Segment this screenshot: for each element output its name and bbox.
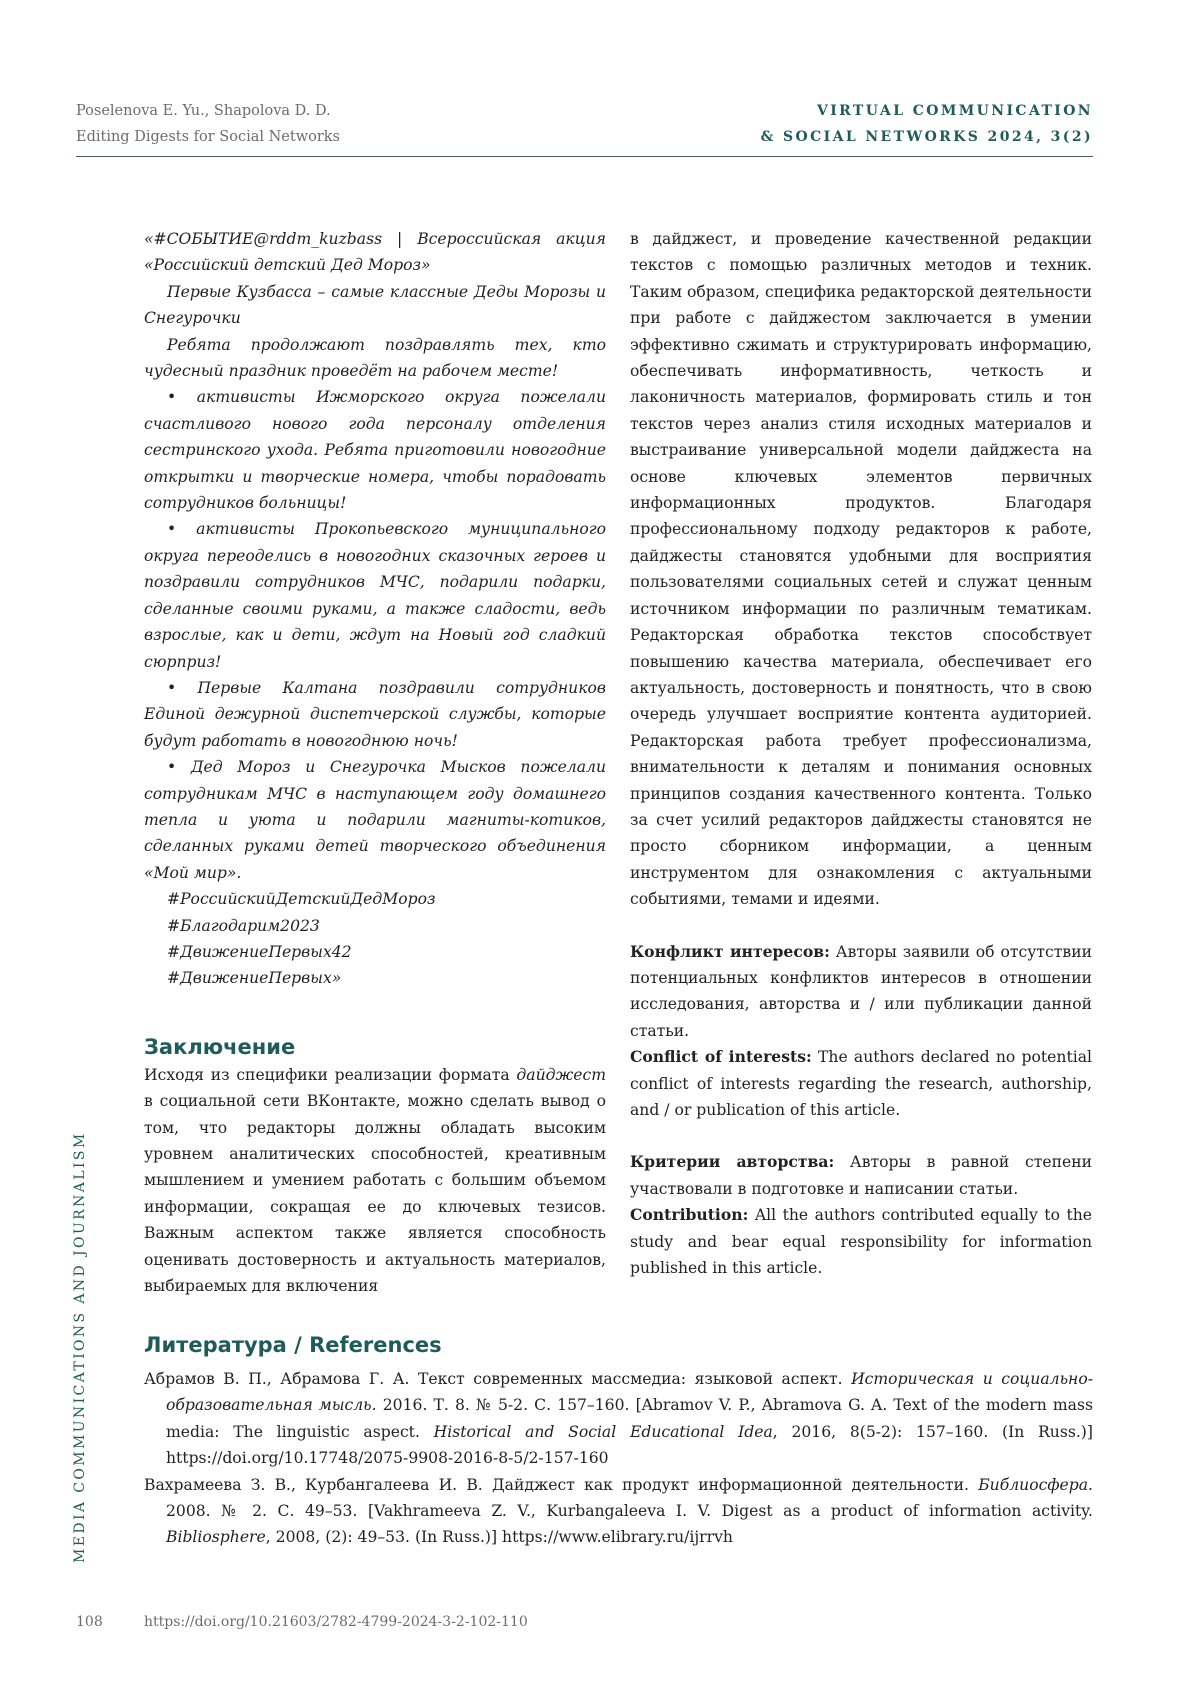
- journal-name-line2: & SOCIAL NETWORKS 2024, 3(2): [760, 129, 1093, 145]
- running-header: [76, 98, 1093, 158]
- quote-intro: «#СОБЫТИЕ@rddm_kuzbass | Всероссийская акция «Российский детский Дед Мороз»: [144, 230, 606, 275]
- ref-text: , 2016, 8(5-2): 157–160. (In Russ.)] https://doi.org/10.17748/2075-9908-2016-8-5/2-157-160: [166, 1422, 1093, 1468]
- contribution-en: [630, 1202, 1092, 1281]
- reference-item: [144, 1366, 1093, 1472]
- conflict-ru-label: Конфликт интересов:: [630, 941, 830, 961]
- reference-item: [144, 1472, 1093, 1551]
- conclusion-text: в социальной сети ВКонтакте, можно сделать вывод о том, что редакторы должны обладать высоким уровнем аналитических способностей, креативным мышлением и умением работать с большим объемом информации, сокращая ее до ключевых тезисов. Важным аспектом также является способность оценивать достоверность и актуальность материалов, выбираемых для включения: [144, 1092, 606, 1296]
- contribution-en-label: Contribution:: [630, 1205, 749, 1225]
- quote-paragraph: Первые Кузбасса – самые классные Деды Морозы и Снегурочки: [144, 282, 606, 328]
- header-authors: Poselenova E. Yu., Shapolova D. D.: [76, 103, 331, 119]
- conclusion-continued: в дайджест, и проведение качественной редакции текстов с помощью различных методов и техник. Таким образом, специфика редакторской деятельности при работе с дайджестом заключается в умении эффективно сжимать и структурировать информацию, обеспечивать информативность, четкость и лаконичность материалов, формировать стиль и тон текстов через анализ стиля исходных материалов и выстраивание универсальной модели дайджеста на основе ключевых элементов первичных информационных продуктов. Благодаря профессиональному подходу редакторов к работе, дайджесты становятся удобными для восприятия пользователями социальных сетей и служат ценным источником информации по различным тематикам. Редакторская обработка текстов способствует повышению качества материала, обеспечивает его актуальность, достоверность и понятность, что в свою очередь улучшает восприятие контента аудиторией. Редакторская работа требует профессионализма, внимательности к деталям и понимания основных принципов создания качественного контента. Только за счет усилий редакторов дайджесты становятся не просто сборником информации, а ценным инструментом для ознакомления с актуальными событиями, темами и идеями.: [630, 230, 1092, 909]
- authorship-criteria-ru: [630, 1149, 1092, 1202]
- conclusion-heading: Заключение: [144, 1034, 296, 1059]
- header-left: [76, 98, 340, 150]
- left-column: [144, 226, 606, 1299]
- hashtag: #ДвижениеПервых»: [167, 969, 342, 988]
- hashtag: #РоссийскийДетскийДедМороз: [167, 890, 436, 909]
- quote-bullet: • активисты Прокопьевского муниципального округа переоделись в новогодних сказочных героев и поздравили сотрудников МЧС, подарили подарки, сделанные своими руками, а также сладости, ведь взрослые, как и дети, ждут на Новый год сладкий сюрприз!: [144, 520, 606, 671]
- criteria-ru-text: Авторы в равной степени участвовали в подготовке и написании статьи.: [630, 1153, 1092, 1198]
- spacer: [630, 1123, 1092, 1149]
- header-article-title: Editing Digests for Social Networks: [76, 129, 340, 145]
- journal-name: [761, 98, 1093, 150]
- contribution-en-text: All the authors contributed equally to the study and bear equal responsibility for information published in this article.: [630, 1206, 1092, 1278]
- ref-source-ru: Библиосфера.: [978, 1475, 1093, 1494]
- quote-paragraph: Ребята продолжают поздравлять тех, кто чудесный праздник проведёт на рабочем месте!: [144, 335, 606, 381]
- ref-source-en: Bibliosphere: [166, 1528, 266, 1547]
- ref-text: , 2008, (2): 49–53. (In Russ.)] https://www.elibrary.ru/ijrrvh: [265, 1528, 733, 1547]
- hashtag: #Благодарим2023: [167, 916, 320, 935]
- page-number: 108: [76, 1614, 103, 1630]
- bullet-text: Дед Мороз и Снегурочка Мысков пожелали сотрудникам МЧС в наступающем году домашнего тепла и уюта и подарили магниты-котиков, сделанных руками детей творческого объединения «Мой мир».: [144, 758, 606, 882]
- header-rule: [76, 156, 1093, 157]
- conclusion-italic-term: дайджест: [516, 1065, 606, 1084]
- conflict-en-label: Conflict of interests:: [630, 1047, 812, 1067]
- section-side-label: MEDIA COMMUNICATIONS AND JOURNALISM: [72, 1131, 88, 1563]
- conflict-of-interest-ru: [630, 939, 1092, 1045]
- doi-link[interactable]: https://doi.org/10.21603/2782-4799-2024-3-2-102-110: [144, 1614, 528, 1630]
- bullet-text: Первые Калтана поздравили сотрудников Единой дежурной диспетчерской службы, которые будут работать в новогоднюю ночь!: [144, 678, 606, 750]
- bullet-text: активисты Прокопьевского муниципального округа переоделись в новогодних сказочных героев и поздравили сотрудников МЧС, подарили подарки, сделанные своими руками, а также сладости, ведь взрослые, как и дети, ждут на Новый год сладкий сюрприз!: [144, 520, 606, 671]
- hashtag: #ДвижениеПервых42: [167, 942, 352, 961]
- quote-bullet: • Первые Калтана поздравили сотрудников Единой дежурной диспетчерской службы, которые будут работать в новогоднюю ночь!: [144, 678, 606, 750]
- references-section: [144, 1330, 1093, 1551]
- ref-text: Абрамов В. П., Абрамова Г. А. Текст современных массмедиа: языковой аспект.: [144, 1370, 852, 1388]
- conflict-en-text: The authors declared no potential conflict of interests regarding the research, authorship, and / or publication of this article.: [630, 1048, 1092, 1119]
- quote-bullet: • Дед Мороз и Снегурочка Мысков пожелали сотрудникам МЧС в наступающем году домашнего тепла и уюта и подарили магниты-котиков, сделанных руками детей творческого объединения «Мой мир».: [144, 758, 606, 882]
- right-column: [630, 226, 1092, 1281]
- spacer: [630, 913, 1092, 939]
- references-heading: Литература / References: [144, 1333, 442, 1357]
- conclusion-paragraph: [144, 1062, 606, 1300]
- ref-source-en: Historical and Social Educational Idea: [433, 1422, 773, 1441]
- ref-text: 2016. Т. 8. № 5-2. С. 157–160. [Abramov V. P., Abramova G. A. Text of the modern mass media: The linguistic aspect.: [166, 1396, 1093, 1441]
- conflict-ru-text: Авторы заявили об отсутствии потенциальных конфликтов интересов в отношении исследования, авторства и / или публикации данной статьи.: [630, 942, 1092, 1040]
- bullet-text: активисты Ижморского округа пожелали счастливого нового года персоналу отделения сестринского ухода. Ребята приготовили новогодние открытки и творческие номера, чтобы порадовать сотрудников больницы!: [144, 388, 606, 513]
- quote-bullet: • активисты Ижморского округа пожелали счастливого нового года персоналу отделения сестринского ухода. Ребята приготовили новогодние открытки и творческие номера, чтобы порадовать сотрудников больницы!: [144, 388, 606, 513]
- ref-source-ru: Историческая и социально-образовательная мысль.: [166, 1370, 1093, 1415]
- conclusion-text: Исходя из специфики реализации формата: [144, 1065, 517, 1084]
- criteria-ru-label: Критерии авторства:: [630, 1152, 835, 1172]
- journal-name-line1: VIRTUAL COMMUNICATION: [816, 103, 1093, 119]
- conflict-of-interest-en: [630, 1044, 1092, 1123]
- ref-text: 2008. № 2. С. 49–53. [Vakhrameeva Z. V., Kurbangaleeva I. V. Digest as a product of information activity.: [166, 1502, 1093, 1521]
- ref-text: Вахрамеева З. В., Курбангалеева И. В. Дайджест как продукт информационной деятельности.: [144, 1475, 979, 1494]
